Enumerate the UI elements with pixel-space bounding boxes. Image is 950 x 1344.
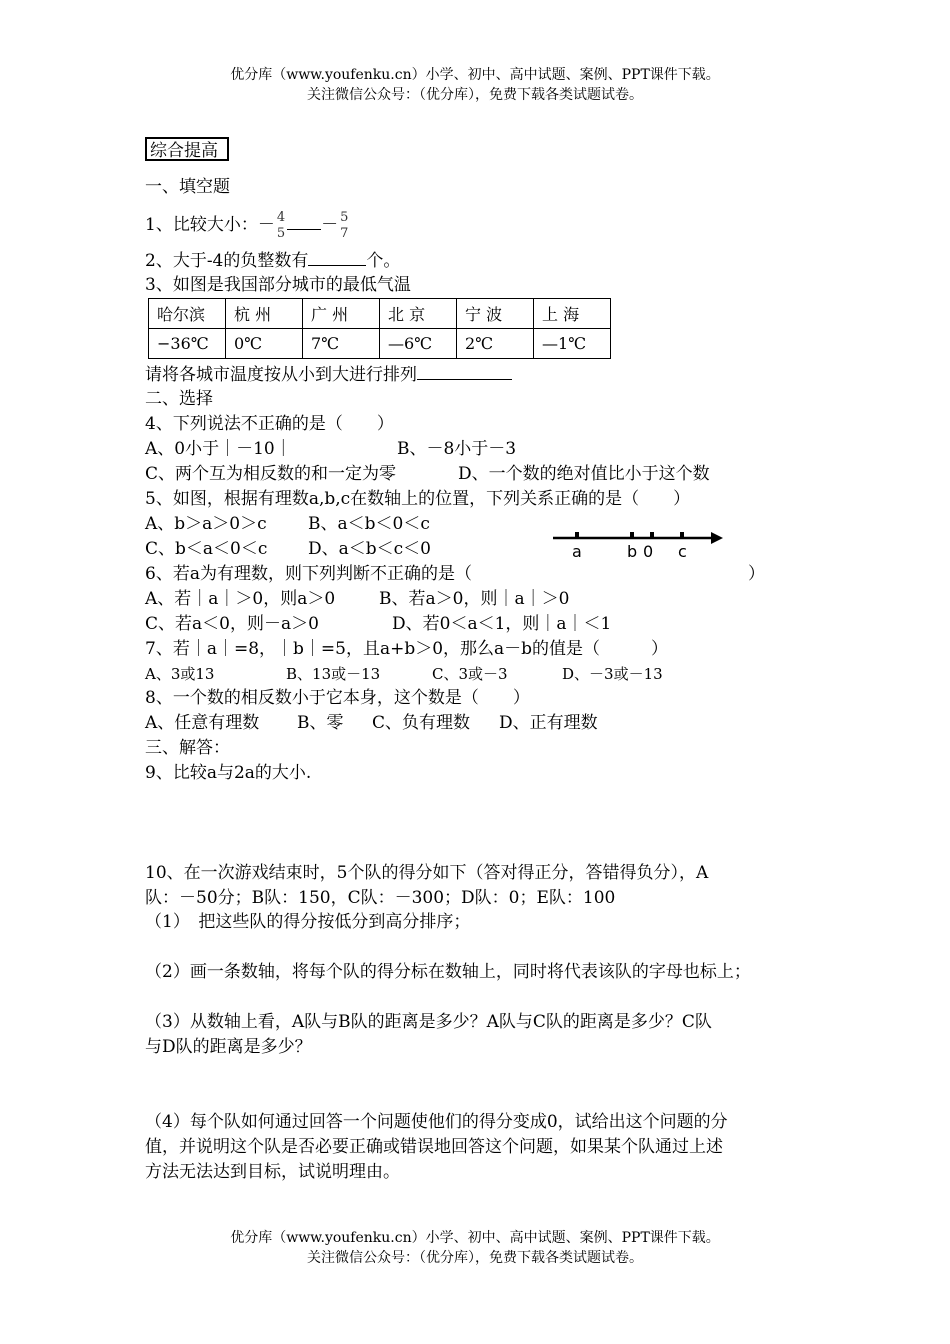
number-line-label-c: c — [678, 542, 687, 561]
q5-option-d: D、a＜b＜c＜0 — [308, 539, 431, 559]
part1-heading: 一、填空题 — [145, 177, 230, 197]
q6-option-d: D、若0＜a＜1，则｜a｜＜1 — [392, 614, 612, 634]
question-9: 9、比较a与2a的大小. — [145, 763, 312, 783]
q5-option-a: A、b＞a＞0＞c — [145, 514, 267, 534]
q2-prefix: 2、大于-4的负整数有 — [145, 251, 309, 271]
city-temperature-table — [148, 298, 611, 359]
table-cell: 广 州 — [303, 299, 380, 329]
q4-option-d: D、一个数的绝对值比小于这个数 — [458, 464, 710, 484]
q5-option-c: C、b＜a＜0＜c — [145, 539, 268, 559]
question-5: 5、如图，根据有理数a,b,c在数轴上的位置，下列关系正确的是（ ） — [145, 489, 691, 509]
fraction-4-5 — [277, 210, 285, 242]
q6-option-c: C、若a＜0，则－a＞0 — [145, 614, 319, 634]
q6-option-a: A、若｜a｜＞0，则a＞0 — [145, 589, 336, 609]
question-1 — [145, 205, 350, 245]
page-header-line-1: 优分库（www.youfenku.cn）小学、初中、高中试题、案例、PPT课件下载。 — [230, 67, 720, 83]
q7-option-b: B、13或－13 — [286, 665, 381, 683]
table-cell: 7℃ — [303, 329, 380, 359]
fraction-5-7 — [340, 210, 348, 242]
answer-blank-q1[interactable] — [287, 229, 321, 230]
table-cell: 杭 州 — [226, 299, 303, 329]
q3-sort-text: 请将各城市温度按从小到大进行排列 — [145, 365, 417, 385]
table-cell: 哈尔滨 — [149, 299, 226, 329]
number-line-figure — [553, 528, 733, 568]
table-row-cities — [149, 299, 611, 329]
page-header-line-2: 关注微信公众号：（优分库），免费下载各类试题试卷。 — [307, 87, 643, 103]
q8-option-b: B、零 — [297, 713, 344, 733]
table-cell: —6℃ — [380, 329, 457, 359]
table-cell: —1℃ — [534, 329, 611, 359]
q5-option-b: B、a＜b＜0＜c — [308, 514, 430, 534]
table-cell: −36℃ — [149, 329, 226, 359]
question-2 — [145, 250, 400, 272]
q10-sub-3-line-2: 与D队的距离是多少？ — [145, 1037, 312, 1057]
question-3: 3、如图是我国部分城市的最低气温 — [145, 275, 411, 295]
q8-option-d: D、正有理数 — [499, 713, 598, 733]
question-4: 4、下列说法不正确的是（ ） — [145, 414, 394, 434]
question-8: 8、一个数的相反数小于它本身，这个数是（ ） — [145, 688, 530, 708]
q8-option-c: C、负有理数 — [372, 713, 471, 733]
table-cell: 宁 波 — [457, 299, 534, 329]
question-6: 6、若a为有理数，则下列判断不正确的是（ — [145, 564, 472, 584]
question-10-line-2: 队：－50分；B队：150，C队：－300；D队：0；E队：100 — [145, 888, 616, 908]
table-cell: 北 京 — [380, 299, 457, 329]
q4-option-c: C、两个互为相反数的和一定为零 — [145, 464, 397, 484]
number-line-label-zero: 0 — [643, 542, 654, 561]
question-7: 7、若｜a｜=8，｜b｜=5，且a+b＞0，那么a－b的值是（ ） — [145, 639, 669, 659]
page-footer-line-1: 优分库（www.youfenku.cn）小学、初中、高中试题、案例、PPT课件下载。 — [230, 1230, 720, 1246]
q4-option-a: A、0小于｜－10｜ — [145, 439, 292, 459]
question-3-sort — [145, 364, 512, 386]
fraction-denominator: 7 — [340, 225, 349, 241]
q6-option-b: B、若a＞0，则｜a｜＞0 — [379, 589, 570, 609]
table-cell: 2℃ — [457, 329, 534, 359]
page-footer-line-2: 关注微信公众号：（优分库），免费下载各类试题试卷。 — [307, 1250, 643, 1266]
answer-blank-q3[interactable] — [417, 379, 512, 380]
q8-option-a: A、任意有理数 — [145, 713, 260, 733]
q1-neg-2: － — [321, 215, 339, 235]
number-line-label-a: a — [572, 542, 582, 561]
table-cell: 上 海 — [534, 299, 611, 329]
fraction-numerator: 4 — [276, 209, 286, 225]
q7-option-d: D、－3或－13 — [562, 665, 663, 683]
q10-sub-4-line-1: （4）每个队如何通过回答一个问题使他们的得分变成0，试给出这个问题的分 — [145, 1112, 728, 1132]
q10-sub-1: （1） 把这些队的得分按低分到高分排序； — [145, 912, 471, 932]
table-row-temps — [149, 329, 611, 359]
q1-neg-1: － — [257, 215, 275, 235]
q7-option-c: C、3或－3 — [432, 665, 508, 683]
part3-heading: 三、解答： — [145, 738, 230, 758]
q10-sub-3-line-1: （3）从数轴上看，A队与B队的距离是多少？A队与C队的距离是多少？C队 — [145, 1012, 712, 1032]
part2-heading: 二、选择 — [145, 389, 213, 409]
q2-suffix: 个。 — [366, 251, 401, 271]
section-title: 综合提高 — [145, 137, 229, 161]
q1-prefix: 1、比较大小： — [145, 215, 258, 235]
q7-option-a: A、3或13 — [145, 665, 215, 683]
q6-close-paren: ） — [748, 564, 765, 584]
q4-option-b: B、－8小于－3 — [397, 439, 517, 459]
number-line-label-b: b — [627, 542, 638, 561]
fraction-denominator: 5 — [276, 225, 286, 241]
answer-blank-q2[interactable] — [308, 265, 366, 266]
q10-sub-2: （2）画一条数轴，将每个队的得分标在数轴上，同时将代表该队的字母也标上； — [145, 962, 751, 982]
q10-sub-4-line-3: 方法无法达到目标，试说明理由。 — [145, 1162, 400, 1182]
question-10-line-1: 10、在一次游戏结束时，5个队的得分如下（答对得正分，答错得负分），A — [145, 863, 709, 883]
table-cell: 0℃ — [226, 329, 303, 359]
q10-sub-4-line-2: 值，并说明这个队是否必要正确或错误地回答这个问题，如果某个队通过上述 — [145, 1137, 723, 1157]
fraction-numerator: 5 — [340, 209, 349, 225]
